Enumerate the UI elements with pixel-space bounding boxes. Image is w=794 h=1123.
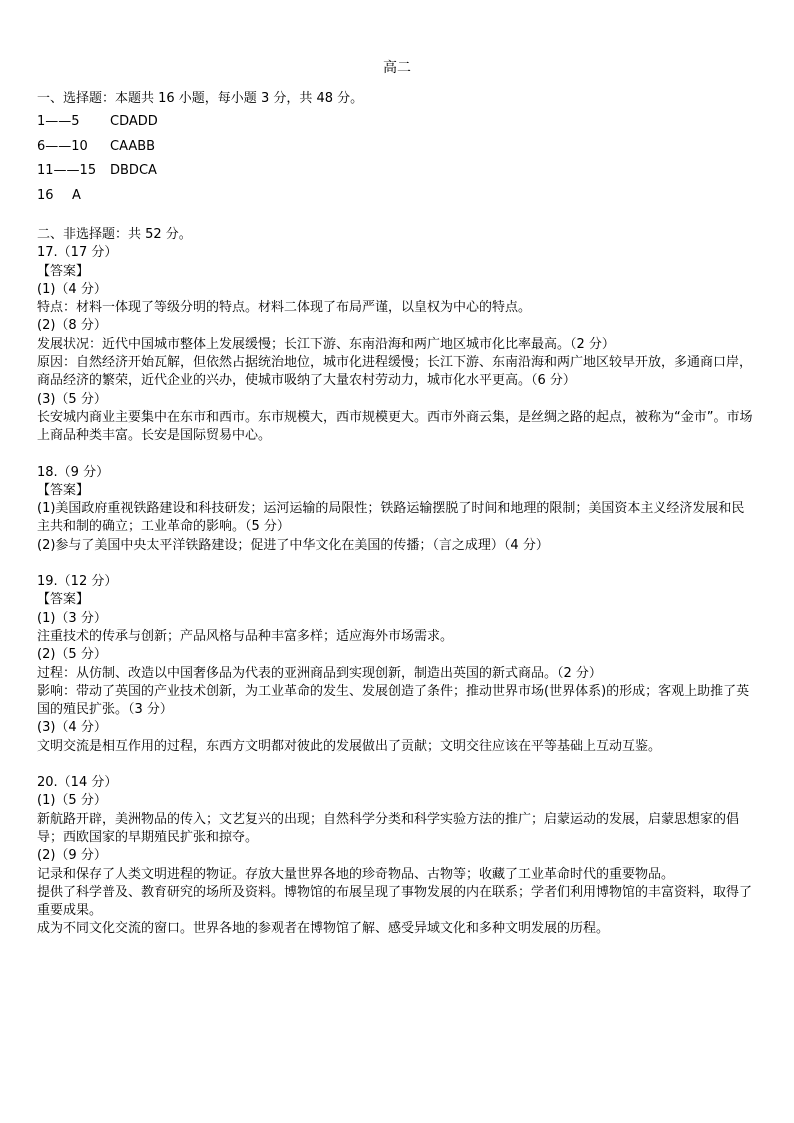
mc-answers: CDADD — [110, 114, 158, 129]
mc-range: 1——5 — [37, 114, 80, 129]
mc-range: 6——10 — [37, 139, 88, 154]
q19-part1-text: 注重技术的传承与创新；产品风格与品种丰富多样；适应海外市场需求。 — [37, 628, 454, 644]
q17-header: 17.（17 分） — [37, 245, 118, 261]
q19-part1-label: (1)（3 分） — [37, 610, 107, 626]
section2-heading: 二、非选择题：共 52 分。 — [37, 227, 192, 242]
mc-row — [37, 113, 158, 131]
answer-label: 【答案】 — [37, 263, 90, 279]
answer-label: 【答案】 — [37, 482, 90, 498]
q17-part3-text: 长安城内商业主要集中在东市和西市。东市规模大，西市规模更大。西市外商云集，是丝绸之路的起点，被称为“金市”。市场上商品种类丰富。长安是国际贸易中心。 — [37, 409, 753, 444]
section2 — [37, 226, 757, 939]
q20-part1-label: (1)（5 分） — [37, 793, 107, 809]
q17-part2-text: 原因：自然经济开始瓦解，但依然占据统治地位，城市化进程缓慢；长江下游、东南沿海和两广地区较早开放，多通商口岸，商品经济的繁荣，近代企业的兴办，使城市吸纳了大量农村劳动力，城市化水平更高。（6 分） — [37, 355, 753, 389]
q20-part1-text: 新航路开辟，美洲物品的传入；文艺复兴的出现；自然科学分类和科学实验方法的推广；启蒙运动的发展，启蒙思想家的倡导；西欧国家的早期殖民扩张和掠夺。 — [37, 811, 740, 845]
q18-part1-text: (1)美国政府重视铁路建设和科技研发；运河运输的局限性；铁路运输摆脱了时间和地理的限制；美国资本主义经济发展和民主共和制的确立；工业革命的影响。（5 分） — [37, 501, 745, 535]
q19-part3-text: 文明交流是相互作用的过程，东西方文明都对彼此的发展做出了贡献；文明交往应该在平等基础上互动互鉴。 — [37, 738, 662, 754]
mc-answers: CAABB — [110, 139, 156, 154]
q17-part2-label: (2)（8 分） — [37, 318, 107, 334]
q19-header: 19.（12 分） — [37, 574, 118, 590]
q17-part2-text: 发展状况：近代中国城市整体上发展缓慢；长江下游、东南沿海和两广地区城市化比率最高。（2 分） — [37, 336, 615, 352]
q17-part1-text: 特点：材料一体现了等级分明的特点。材料二体现了布局严谨，以皇权为中心的特点。 — [37, 300, 532, 316]
q20-part2-text: 记录和保存了人类文明进程的物证。存放大量世界各地的珍奇物品、古物等；收藏了工业革命时代的重要物品。 — [37, 866, 675, 882]
q20-part2-text: 提供了科学普及、教育研究的场所及资料。博物馆的布展呈现了事物发展的内在联系；学者们利用博物馆的丰富资料，取得了重要成果。 — [37, 884, 753, 919]
mc-range: 11——15 — [37, 163, 97, 178]
mc-answers: DBDCA — [110, 163, 157, 178]
section1-heading: 一、选择题：本题共 16 小题，每小题 3 分，共 48 分。 — [37, 91, 364, 106]
page-title: 高二 — [383, 60, 411, 76]
mc-row — [37, 162, 157, 180]
mc-row — [37, 187, 81, 205]
q19-part3-label: (3)（4 分） — [37, 720, 107, 736]
q20-part2-label: (2)（9 分） — [37, 848, 107, 864]
mc-row — [37, 138, 155, 156]
q18-header: 18.（9 分） — [37, 464, 110, 480]
q19-part2-text: 影响：带动了英国的产业技术创新，为工业革命的发生、发展创造了条件；推动世界市场(世界体系)的形成；客观上助推了英国的殖民扩张。（3 分） — [37, 683, 750, 718]
q18-part2-text: (2)参与了美国中央太平洋铁路建设；促进了中华文化在美国的传播；（言之成理）（4 分） — [37, 537, 549, 553]
answer-label: 【答案】 — [37, 592, 90, 608]
q19-part2-text: 过程：从仿制、改造以中国奢侈品为代表的亚洲商品到实现创新，制造出英国的新式商品。（2 分） — [37, 665, 602, 681]
q17-part3-label: (3)（5 分） — [37, 391, 107, 407]
q19-part2-label: (2)（5 分） — [37, 647, 107, 663]
q20-part2-text: 成为不同文化交流的窗口。世界各地的参观者在博物馆了解、感受异域文化和多种文明发展的历程。 — [37, 921, 610, 937]
q20-header: 20.（14 分） — [37, 775, 118, 791]
mc-range: 16 — [37, 188, 54, 203]
mc-answers: A — [72, 188, 81, 203]
q17-part1-label: (1)（4 分） — [37, 281, 107, 297]
